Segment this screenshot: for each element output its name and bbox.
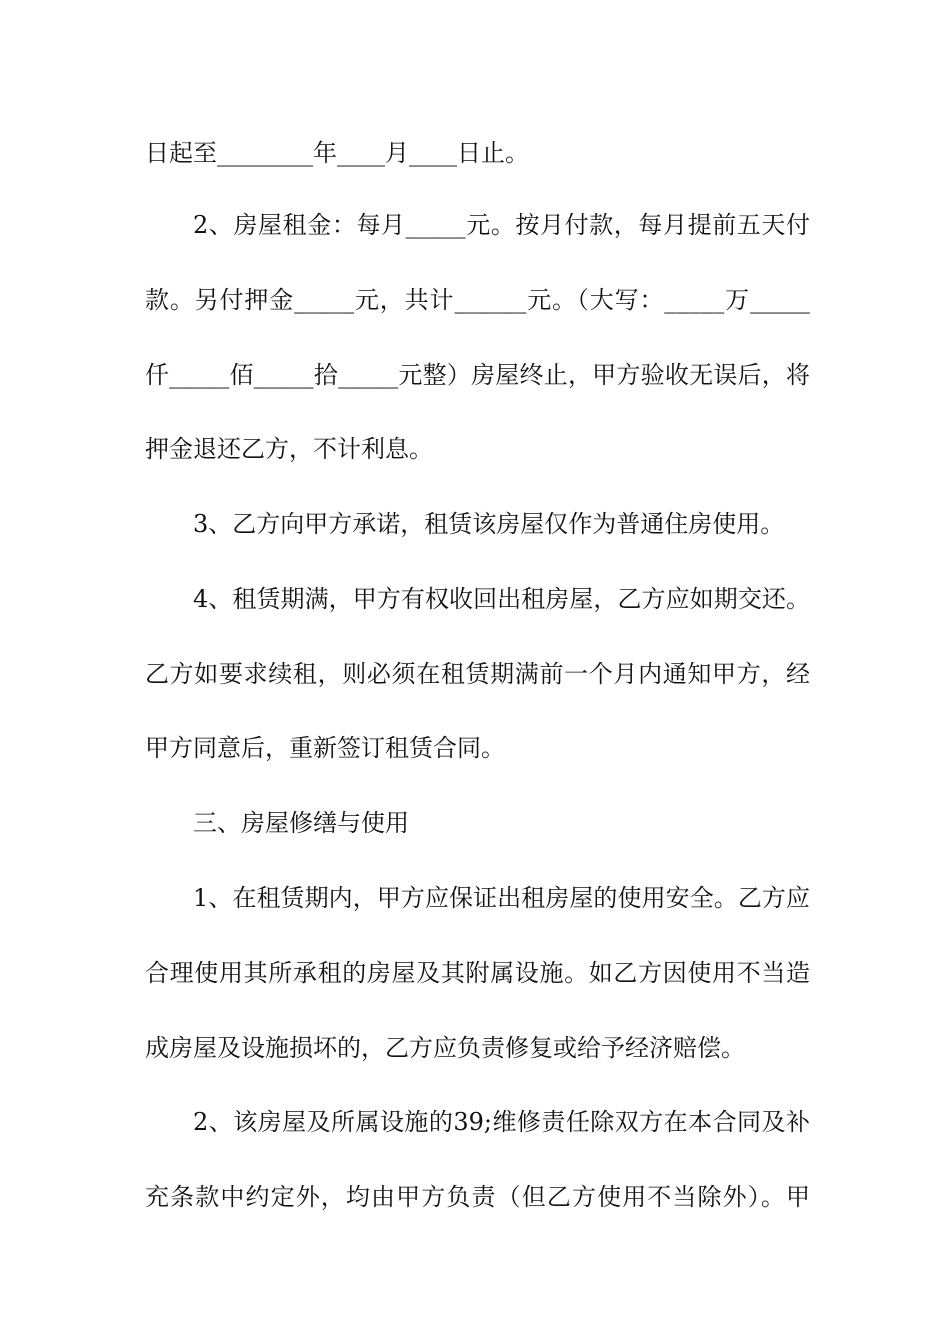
text-line: 2、该房屋及所属设施的39;维修责任除双方在本合同及补 xyxy=(193,1108,810,1136)
text-line: 乙方如要求续租，则必须在租赁期满前一个月内通知甲方，经 xyxy=(145,660,810,688)
text-line: 2、房屋租金：每月_____元。按月付款，每月提前五天付 xyxy=(193,211,810,239)
text-line: 日起至________年____月____日止。 xyxy=(145,139,529,167)
text-line: 4、租赁期满，甲方有权收回出租房屋，乙方应如期交还。 xyxy=(193,585,810,613)
text-line: 1、在租赁期内，甲方应保证出租房屋的使用安全。乙方应 xyxy=(193,884,810,912)
text-line: 合理使用其所承租的房屋及其附属设施。如乙方因使用不当造 xyxy=(145,959,810,987)
text-line: 仟_____佰_____拾_____元整）房屋终止，甲方验收无误后，将 xyxy=(145,361,810,389)
text-line: 款。另付押金_____元，共计______元。（大写：_____万_____ xyxy=(145,286,810,314)
section-heading: 三、房屋修缮与使用 xyxy=(193,809,409,837)
text-line: 甲方同意后，重新签订租赁合同。 xyxy=(145,734,505,762)
text-line: 3、乙方向甲方承诺，租赁该房屋仅作为普通住房使用。 xyxy=(193,510,785,538)
text-line: 成房屋及设施损坏的，乙方应负责修复或给予经济赔偿。 xyxy=(145,1034,745,1062)
text-line: 充条款中约定外，均由甲方负责（但乙方使用不当除外）。甲 xyxy=(145,1183,810,1211)
text-line: 押金退还乙方，不计利息。 xyxy=(145,435,433,463)
